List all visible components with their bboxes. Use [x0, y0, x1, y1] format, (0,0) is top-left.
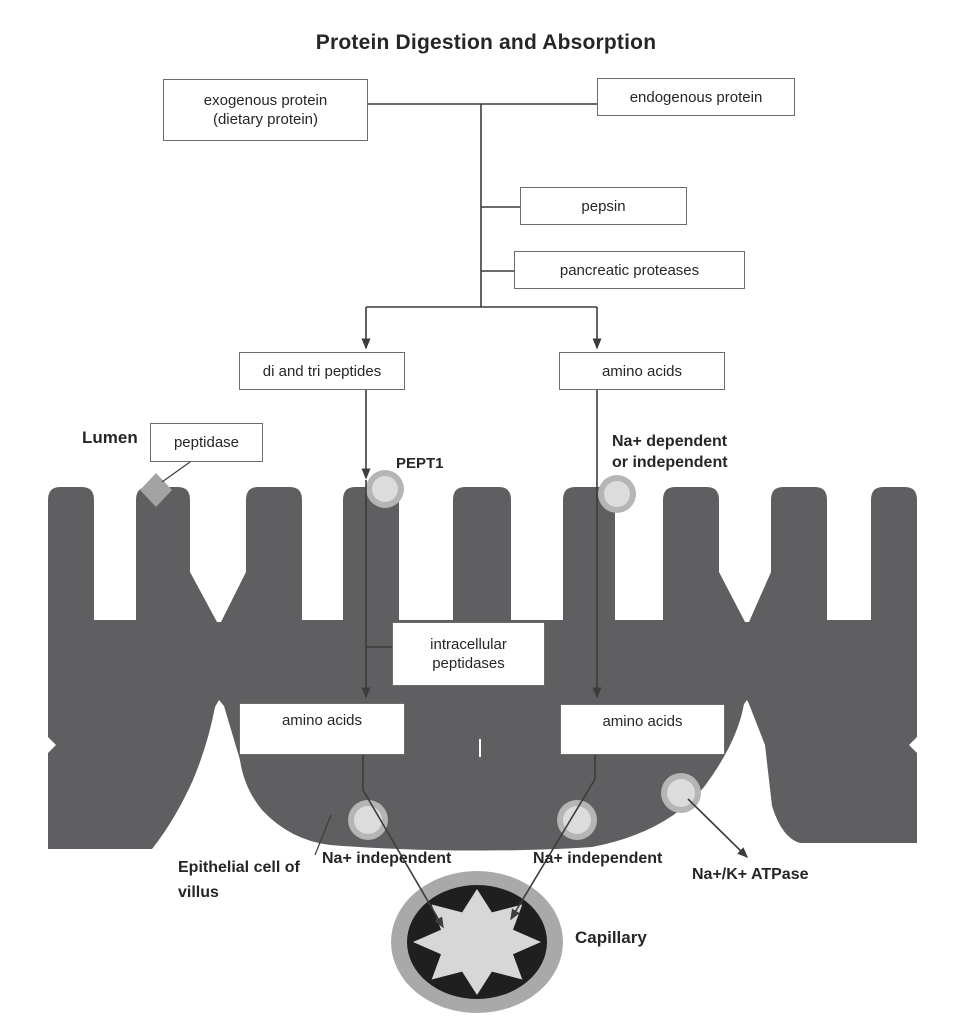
box-peptidase — [150, 423, 263, 462]
box-intracellular-line1: intracellular — [430, 636, 507, 653]
capillary-label: Capillary — [575, 928, 647, 947]
epithelial-line2: villus — [178, 884, 219, 901]
box-pancreatic-proteases — [514, 251, 745, 289]
box-exogenous-line1: exogenous protein — [203, 92, 328, 109]
na-independent-transporter-circle-right — [557, 800, 597, 840]
box-endogenous-protein — [597, 78, 795, 116]
box-intracellular-line2: peptidases — [432, 655, 505, 672]
capillary-vessel — [391, 871, 563, 1013]
na-dependent-line1: Na+ dependent — [612, 433, 728, 450]
box-endogenous-label: endogenous protein — [629, 88, 763, 106]
box-pepsin — [520, 187, 687, 225]
box-di-tri-label: di and tri peptides — [262, 362, 382, 380]
box-pepsin-label: pepsin — [581, 197, 626, 215]
pept1-transporter-circle — [366, 470, 404, 508]
na-dependent-line2: or independent — [612, 454, 728, 471]
box-amino-acids-cell-right — [560, 704, 725, 755]
box-amino-cell-right-label: amino acids — [602, 713, 683, 730]
na-dependent-label — [612, 431, 728, 473]
na-independent-left-label: Na+ independent — [322, 850, 452, 867]
box-pancreatic-label: pancreatic proteases — [559, 261, 700, 279]
box-peptidase-label: peptidase — [173, 434, 240, 451]
peptidase-pointer-line — [162, 462, 190, 482]
na-independent-transporter-circle-left — [348, 800, 388, 840]
box-intracellular-peptidases — [392, 622, 545, 686]
epithelial-line1: Epithelial cell of — [178, 859, 300, 876]
diagram-title: Protein Digestion and Absorption — [315, 31, 657, 54]
lumen-label: Lumen — [82, 428, 138, 447]
epithelial-cell-label — [178, 855, 300, 905]
pept1-label: PEPT1 — [396, 455, 444, 472]
box-amino-acids-cell-left — [239, 703, 405, 755]
box-amino-lumen-label: amino acids — [601, 362, 683, 380]
box-amino-cell-left-label: amino acids — [281, 712, 363, 729]
box-exogenous-line2: (dietary protein) — [212, 111, 319, 128]
capillary-lumen-star — [413, 889, 541, 995]
na-independent-right-label: Na+ independent — [533, 850, 663, 867]
box-exogenous-protein — [163, 79, 368, 141]
na-dependent-transporter-circle — [598, 475, 636, 513]
box-amino-acids-lumen — [559, 352, 725, 390]
na-k-atpase-label: Na+/K+ ATPase — [692, 866, 809, 883]
box-di-tri-peptides — [239, 352, 405, 390]
